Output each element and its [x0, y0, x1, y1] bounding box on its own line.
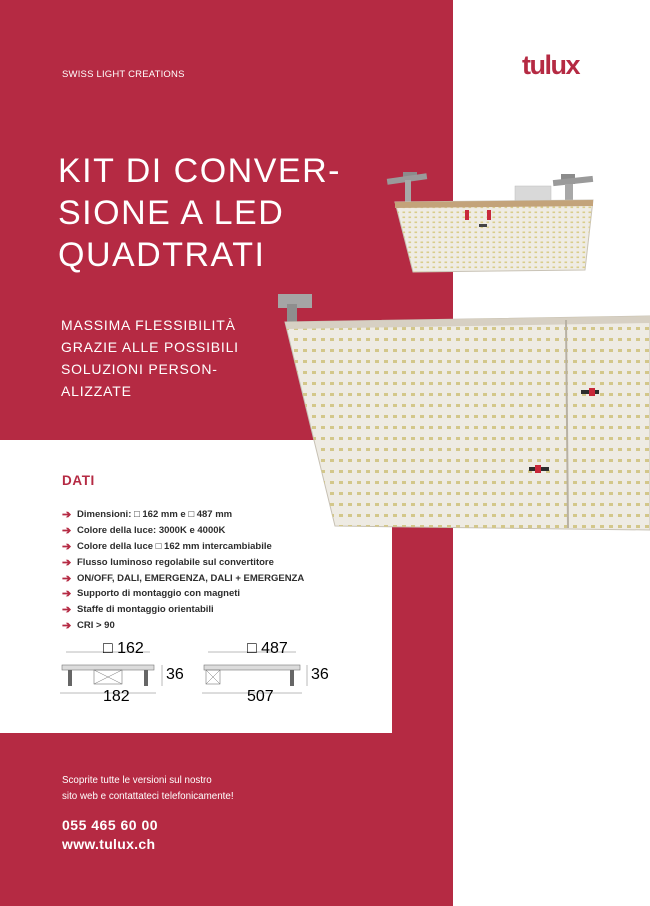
led-panel-small-image — [383, 170, 603, 280]
contact-text — [62, 773, 234, 805]
diagram-side-label: 36 — [166, 666, 184, 683]
tulux-logo[interactable]: tulux — [522, 50, 579, 80]
feature-text: Staffe di montaggio orientabili — [77, 604, 214, 616]
feature-text: Dimensioni: □ 162 mm e □ 487 mm — [77, 509, 233, 521]
website-link[interactable]: www.tulux.ch — [62, 836, 156, 852]
arrow-right-icon: ➔ — [62, 588, 72, 601]
title-line: QUADTRATI — [58, 236, 266, 274]
contact-line: sito web e contattateci telefonicamente! — [62, 791, 234, 802]
subtitle-line: SOLUZIONI PERSON- — [61, 361, 218, 377]
subtitle — [61, 314, 239, 402]
feature-text: Supporto di montaggio con magneti — [77, 588, 241, 600]
dimension-diagram-large — [200, 640, 329, 705]
title-line: KIT DI CONVER- — [58, 152, 341, 190]
subtitle-line: ALIZZATE — [61, 383, 132, 399]
list-item — [62, 602, 304, 618]
arrow-right-icon: ➔ — [62, 509, 72, 522]
list-item — [62, 523, 304, 539]
title-line: SIONE A LED — [58, 194, 285, 232]
features-list — [62, 507, 304, 633]
list-item — [62, 570, 304, 586]
list-item — [62, 618, 304, 634]
phone-number[interactable]: 055 465 60 00 — [62, 817, 159, 833]
dati-heading: DATI — [62, 473, 95, 488]
diagram-bottom-label: 182 — [103, 688, 130, 705]
list-item — [62, 507, 304, 523]
diagram-top-label: □ 487 — [247, 640, 288, 657]
arrow-right-icon: ➔ — [62, 619, 72, 632]
arrow-right-icon: ➔ — [62, 556, 72, 569]
arrow-right-icon: ➔ — [62, 572, 72, 585]
diagram-side-label: 36 — [311, 666, 329, 683]
list-item — [62, 539, 304, 555]
list-item — [62, 586, 304, 602]
tagline: SWISS LIGHT CREATIONS — [62, 69, 185, 80]
feature-text: Flusso luminoso regolabile sul convertitore — [77, 556, 274, 568]
feature-text: Colore della luce: 3000K e 4000K — [77, 525, 226, 537]
dimension-diagram-small — [58, 640, 184, 705]
arrow-right-icon: ➔ — [62, 525, 72, 538]
contact-line: Scoprite tutte le versioni sul nostro — [62, 775, 212, 786]
led-panel-large-image — [273, 290, 650, 530]
feature-text: CRI > 90 — [77, 619, 115, 631]
list-item — [62, 554, 304, 570]
feature-text: ON/OFF, DALI, EMERGENZA, DALI + EMERGENZA — [77, 572, 305, 584]
subtitle-line: MASSIMA FLESSIBILITÀ — [61, 317, 236, 333]
subtitle-line: GRAZIE ALLE POSSIBILI — [61, 339, 239, 355]
diagram-bottom-label: 507 — [247, 688, 274, 705]
arrow-right-icon: ➔ — [62, 604, 72, 617]
arrow-right-icon: ➔ — [62, 540, 72, 553]
feature-text: Colore della luce □ 162 mm intercambiabile — [77, 540, 272, 552]
diagram-top-label: □ 162 — [103, 640, 144, 657]
page-title — [58, 150, 388, 276]
